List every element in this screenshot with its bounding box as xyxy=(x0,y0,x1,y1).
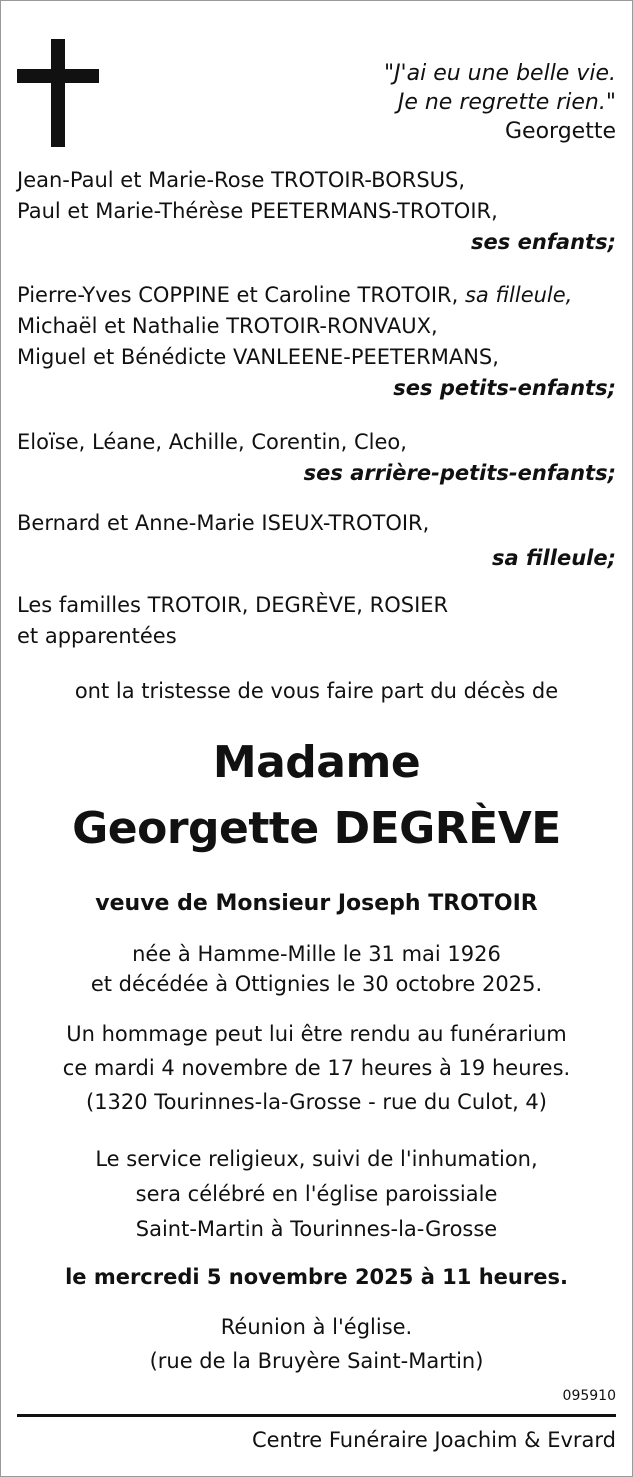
deceased-name: Georgette DEGRÈVE xyxy=(72,803,561,854)
birth-line: née à Hamme-Mille le 31 mai 1926 xyxy=(132,942,501,966)
relation-label: ses arrière-petits-enfants; xyxy=(303,461,616,485)
family-line: Michaël et Nathalie TROTOIR-RONVAUX, xyxy=(17,314,438,338)
funeral-home: Centre Funéraire Joachim & Evrard xyxy=(251,1428,616,1452)
children-block xyxy=(17,165,616,258)
quote-line: Je ne regrette rien." xyxy=(397,90,616,115)
family-line: Miguel et Bénédicte VANLEENE-PEETERMANS, xyxy=(17,345,499,369)
great-grandchildren-block xyxy=(17,427,616,489)
extended-family-block xyxy=(17,590,616,652)
widow-of: veuve de Monsieur Joseph TROTOIR xyxy=(95,891,538,916)
family-line: Jean-Paul et Marie-Rose TROTOIR-BORSUS, xyxy=(17,168,466,192)
quote-signature: Georgette xyxy=(505,119,616,144)
death-line: et décédée à Ottignies le 30 octobre 2025. xyxy=(90,972,543,996)
relation-label: sa filleule; xyxy=(492,546,616,570)
family-line: Eloïse, Léane, Achille, Corentin, Cleo, xyxy=(17,430,407,454)
meeting-line: (rue de la Bruyère Saint-Martin) xyxy=(149,1349,484,1373)
tribute-line: (1320 Tourinnes-la-Grosse - rue du Culot, 4) xyxy=(86,1090,547,1114)
quote-block xyxy=(384,59,616,146)
service-block xyxy=(1,1142,632,1247)
divider xyxy=(17,1414,616,1417)
tribute-block xyxy=(1,1017,632,1119)
family-name: Pierre-Yves COPPINE et Caroline TROTOIR, xyxy=(17,283,459,307)
relation-note: sa filleule, xyxy=(464,283,573,307)
service-line: Le service religieux, suivi de l'inhumation, xyxy=(95,1147,538,1171)
goddaughter-block xyxy=(17,508,616,574)
family-line xyxy=(17,280,616,311)
announcement: ont la tristesse de vous faire part du décès de xyxy=(74,679,559,703)
family-line: et apparentées xyxy=(17,624,177,648)
reference-number: 095910 xyxy=(562,1388,616,1404)
service-line: sera célébré en l'église paroissiale xyxy=(135,1182,498,1206)
relation-label: ses enfants; xyxy=(471,230,616,254)
family-line: Paul et Marie-Thérèse PEETERMANS-TROTOIR, xyxy=(17,199,498,223)
relation-label: ses petits-enfants; xyxy=(393,376,616,400)
dates-block xyxy=(1,939,632,999)
family-line: Les familles TROTOIR, DEGRÈVE, ROSIER xyxy=(17,593,449,617)
deceased-title: Madame xyxy=(212,737,421,788)
service-line: Saint-Martin à Tourinnes-la-Grosse xyxy=(135,1217,498,1241)
family-line: Bernard et Anne-Marie ISEUX-TROTOIR, xyxy=(17,511,430,535)
meeting-block xyxy=(1,1310,632,1378)
tribute-line: ce mardi 4 novembre de 17 heures à 19 heures. xyxy=(62,1056,571,1080)
quote-line: "J'ai eu une belle vie. xyxy=(383,61,616,86)
tribute-line: Un hommage peut lui être rendu au funérarium xyxy=(66,1022,567,1046)
meeting-line: Réunion à l'église. xyxy=(220,1315,413,1339)
grandchildren-block xyxy=(17,280,616,404)
cross-icon xyxy=(17,39,99,147)
service-date: le mercredi 5 novembre 2025 à 11 heures. xyxy=(65,1265,568,1289)
